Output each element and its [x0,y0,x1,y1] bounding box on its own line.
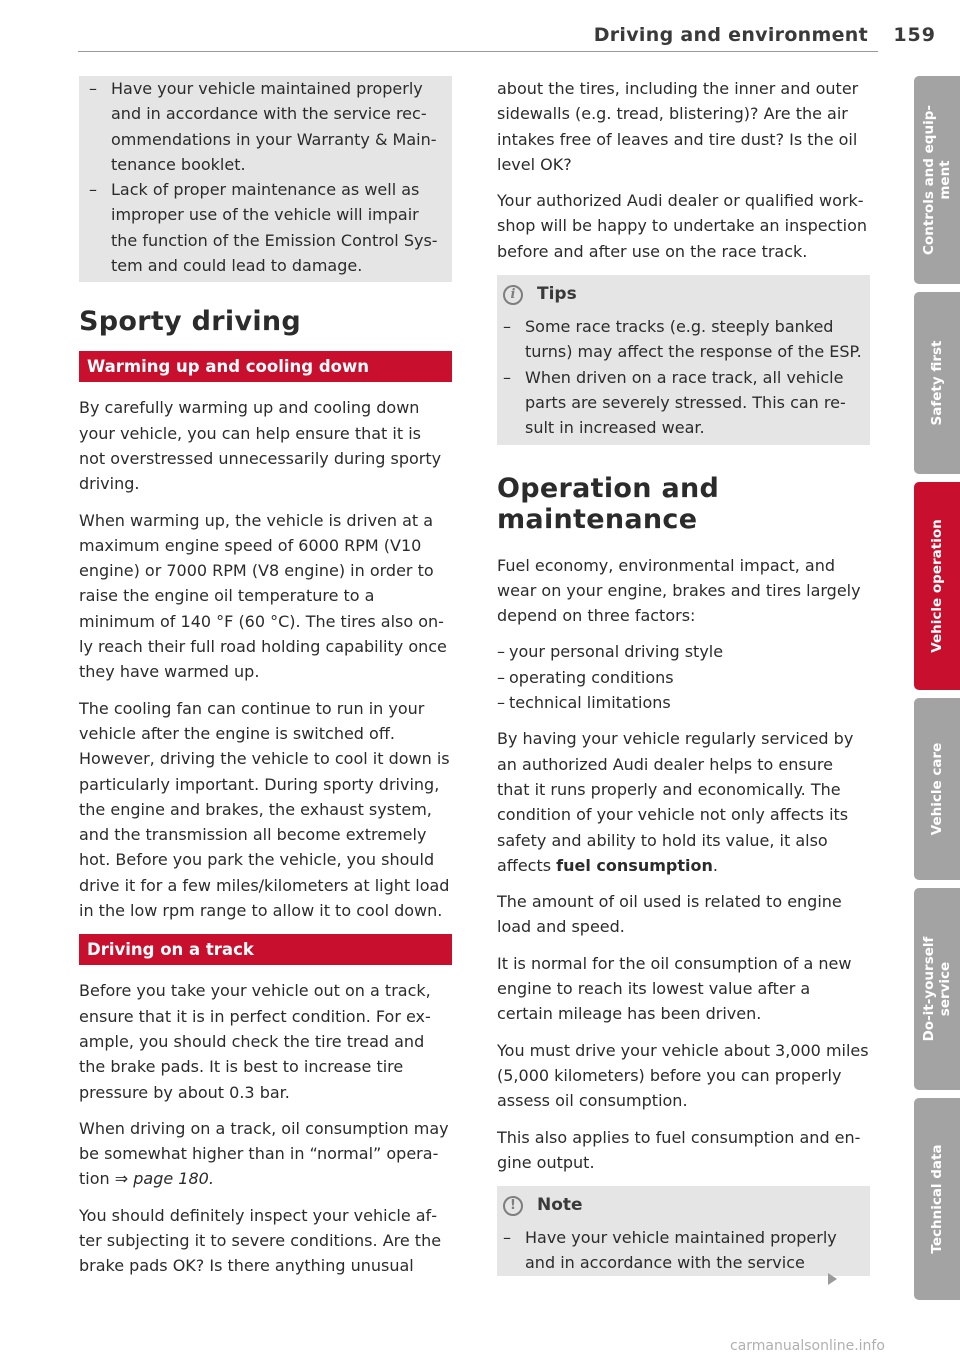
note-item: – Lack of proper maintenance as well as improper use of the vehicle will impair the function of the Emission Control System and could lead to damage. [83,177,442,278]
note-continuation-box [79,76,452,282]
tab-vehicle-care[interactable] [914,698,960,880]
track-paragraph-2-text: When driving on a track, oil consumption may be somewhat higher than in “normal” operation [79,1118,449,1189]
factor-item: – your personal driving style [497,639,870,664]
track-continuation-paragraph: about the tires, including the inner and outer sidewalls (e.g. tread, blistering)? Are the air intakes free of leaves and tire dust? Is the oil level OK? [497,79,859,174]
tab-controls-equipment[interactable] [914,76,960,284]
tips-header [497,275,870,314]
note-header [497,1186,870,1225]
operation-paragraph-5: You must drive your vehicle about 3,000 miles (5,000 kilometers) before you can properly assess oil consumption. [497,1040,869,1111]
note-item: – Have your vehicle maintained properly and in accordance with the service [497,1225,870,1276]
tab-label: Controls and equip- ment [921,105,953,255]
note-item: – Have your vehicle maintained properly and in accordance with the service recommendations in your Warranty & Maintenance booklet. [83,76,442,177]
warming-paragraph-2: When warming up, the vehicle is driven at a maximum engine speed of 6000 RPM (V10 engine) or 7000 RPM (V8 engine) in order to raise the engine oil temperature to a minimum of 140 °F (60 °C). The tires also only reach their full road holding capability once they have warmed up. [79,510,447,682]
tab-do-it-yourself-service[interactable] [914,888,960,1090]
tips-box [497,275,870,444]
tab-technical-data[interactable] [914,1098,960,1300]
dealer-paragraph: Your authorized Audi dealer or qualified workshop will be happy to undertake an inspection before and after use on the race track. [497,191,868,261]
tip-item: – When driven on a race track, all vehicle parts are severely stressed. This can result in increased wear. [497,365,870,441]
warming-up-subheading: Warming up and cooling down [79,351,452,382]
header-section-title: Driving and environment [593,24,868,46]
factor-item: – technical limitations [497,690,870,715]
info-icon: i [503,285,523,305]
tab-label: Safety first [929,340,945,426]
tab-label: Vehicle operation [929,519,945,653]
operation-paragraph-3: The amount of oil used is related to engine load and speed. [497,892,842,937]
operation-paragraph-2 [497,726,870,878]
tab-label: Technical data [929,1144,945,1254]
tab-vehicle-operation[interactable] [914,482,960,690]
track-paragraph-3: You should definitely inspect your vehicle after subjecting it to severe conditions. Are the brake pads OK? Is there anything unusual [79,1205,442,1276]
operation-paragraph-1: Fuel economy, environmental impact, and wear on your engine, brakes and tires largely depend on three factors: [497,555,861,626]
track-driving-subheading: Driving on a track [79,934,452,965]
page-number: 159 [893,24,936,46]
note-box [497,1186,870,1276]
exclamation-icon: ! [503,1196,523,1216]
operation-paragraph-4: It is normal for the oil consumption of a new engine to reach its lowest value after a certain mileage has been driven. [497,953,852,1024]
operation-paragraph-6: This also applies to fuel consumption and engine output. [497,1127,861,1172]
warming-paragraph-1: By carefully warming up and cooling down your vehicle, you can help ensure that it is not overstressed unnecessarily during sporty driving. [79,398,442,494]
tips-title: Tips [537,283,577,304]
operation-paragraph-2-text: By having your vehicle regularly serviced by an authorized Audi dealer helps to ensure that it runs properly and economically. The condition of your vehicle not only affects its safety and ability to hold its value, it also affects [497,729,854,875]
track-paragraph-2 [79,1116,452,1192]
page-reference-link[interactable]: ⇒ page 180. [114,1169,214,1189]
continued-arrow-icon [828,1273,837,1285]
track-paragraph-1: Before you take your vehicle out on a track, ensure that it is in perfect condition. For example, you should check the tire tread and the brake pads. It is best to increase tire pressure by about 0.3 bar. [79,981,431,1102]
operation-paragraph-2-end: . [712,855,718,875]
watermark: carmanualsonline.info [730,1338,885,1354]
header-divider [78,51,878,52]
tab-label: Do-it-yourself service [921,936,953,1042]
tab-label: Vehicle care [929,742,945,836]
note-title: Note [537,1194,583,1215]
sporty-driving-heading: Sporty driving [79,306,302,338]
warming-paragraph-3: The cooling fan can continue to run in your vehicle after the engine is switched off. However, driving the vehicle to cool it down is particularly important. During sporty driving, the engine and brakes, the exhaust system, and the transmission all become extremely hot. Before you park the vehicle, you should drive it for a few miles/kilometers at light load in the low rpm range to allow it to cool down. [79,698,450,921]
right-column [497,76,870,1276]
factor-item: – operating conditions [497,665,870,690]
operation-maintenance-heading: Operation and maintenance [497,472,720,535]
fuel-consumption-emphasis: fuel consumption [556,855,713,875]
tip-item: – Some race tracks (e.g. steeply banked turns) may affect the response of the ESP. [497,314,870,365]
factor-list [497,639,870,715]
left-column [79,76,452,1290]
tab-safety-first[interactable] [914,292,960,474]
